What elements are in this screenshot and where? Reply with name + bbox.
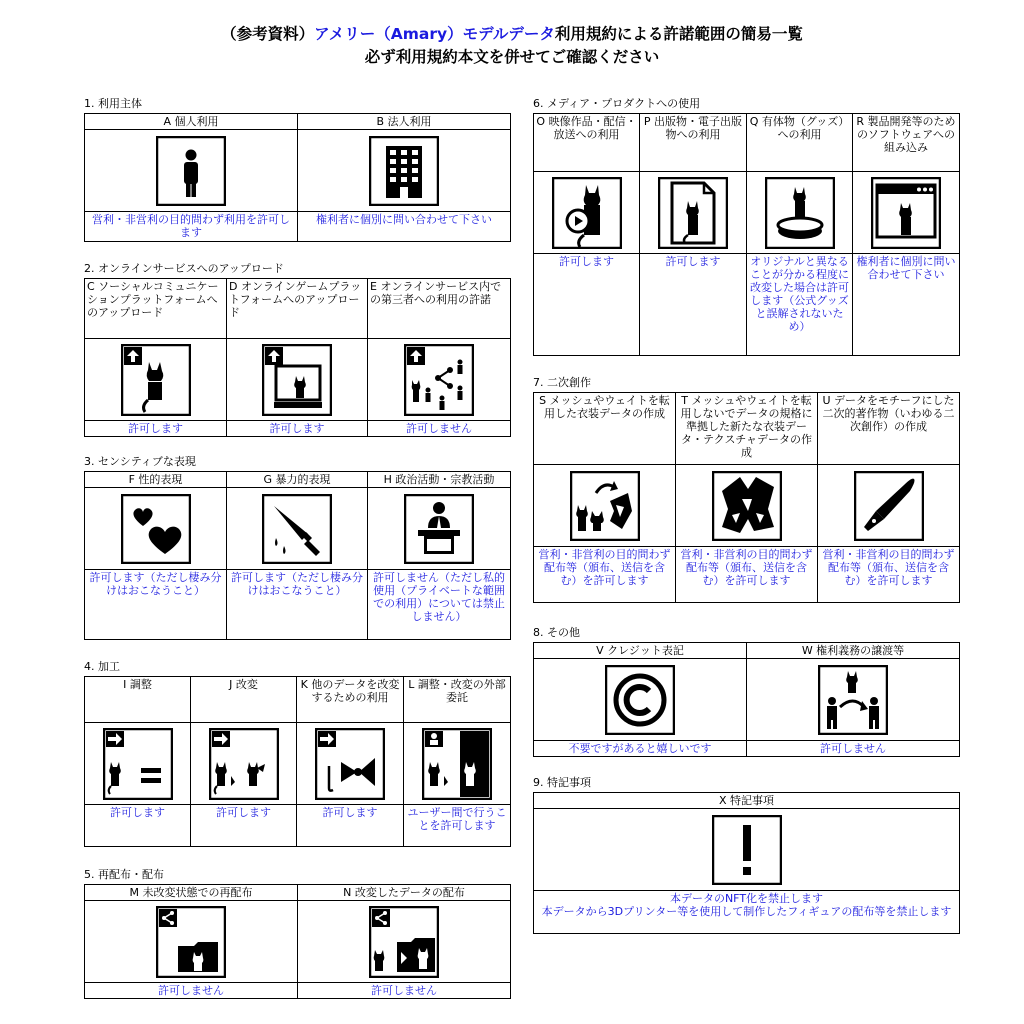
item-G-label: G 暴力的表現 <box>227 472 368 488</box>
building-icon <box>369 136 439 206</box>
item-J-icon-cell <box>191 723 297 805</box>
title-prefix: （参考資料） <box>221 25 315 43</box>
item-L-result: ユーザー間で行うことを許可します <box>404 805 511 847</box>
item-F-label: F 性的表現 <box>85 472 227 488</box>
section-heading: 1. 利用主体 <box>84 97 142 110</box>
use-for-other-data-icon <box>315 728 385 800</box>
item-H-icon-cell <box>368 488 511 570</box>
section-heading: 3. センシティブな表現 <box>84 455 196 468</box>
item-S-result: 営利・非営利の目的問わず配布等（頒布、送信を含む）を許可します <box>534 547 676 603</box>
item-R-label: R 製品開発等のためのソフトウェアへの組み込み <box>853 114 960 172</box>
item-H-label: H 政治活動・宗教活動 <box>368 472 511 488</box>
pen-nib-icon <box>854 471 924 541</box>
item-M-label: M 未改変状態での再配布 <box>85 885 298 901</box>
item-H-result: 許可しません（ただし私的使用（プライベートな範囲での利用）については禁止しません） <box>368 570 511 640</box>
exclamation-icon <box>712 815 782 885</box>
distribute-modified-icon <box>369 906 439 978</box>
item-X-result-line-2: 本データから3Dプリンター等を使用して制作したフィギュアの配布等を禁止します <box>541 905 952 918</box>
redistribute-icon <box>156 906 226 978</box>
video-icon <box>552 177 622 249</box>
section-9-special-notes <box>533 776 960 934</box>
person-icon <box>156 136 226 206</box>
item-V-label: V クレジット表記 <box>534 643 747 659</box>
item-X-icon-cell <box>534 809 960 891</box>
upload-social-icon <box>121 344 191 416</box>
item-I-label: I 調整 <box>85 677 191 723</box>
section-2-upload <box>84 262 511 437</box>
item-J-result: 許可します <box>191 805 297 847</box>
item-T-result: 営利・非営利の目的問わず配布等（頒布、送信を含む）を許可します <box>676 547 818 603</box>
clothing-icon <box>712 471 782 541</box>
section-3-sensitive <box>84 455 511 640</box>
item-R-result: 権利者に個別に問い合わせて下さい <box>853 254 960 356</box>
item-B-icon-cell <box>298 130 511 212</box>
item-E-result: 許可しません <box>368 421 511 437</box>
item-N-icon-cell <box>298 901 511 983</box>
share-third-party-icon <box>404 344 474 416</box>
item-T-label: T メッシュやウェイトを転用しないでデータの規格に準拠した新たな衣装データ・テクスチャデータの作成 <box>676 393 818 465</box>
section-heading: 2. オンラインサービスへのアップロード <box>84 262 284 275</box>
item-K-result: 許可します <box>297 805 404 847</box>
item-N-label: N 改変したデータの配布 <box>298 885 511 901</box>
adjust-icon <box>103 728 173 800</box>
item-W-result: 許可しません <box>747 741 960 757</box>
item-K-icon-cell <box>297 723 404 805</box>
item-X-result-line-1: 本データのNFT化を禁止します <box>669 892 824 905</box>
item-Q-result: オリジナルと異なることが分かる程度に改変した場合は許可します（公式グッズと誤解されないため） <box>747 254 853 356</box>
goods-icon <box>765 177 835 249</box>
item-A-label: A 個人利用 <box>85 114 298 130</box>
item-M-icon-cell <box>85 901 298 983</box>
podium-icon <box>404 494 474 564</box>
item-O-result: 許可します <box>534 254 640 356</box>
item-O-label: O 映像作品・配信・放送への利用 <box>534 114 640 172</box>
item-C-result: 許可します <box>85 421 227 437</box>
item-X-result <box>534 891 960 934</box>
item-N-result: 許可しません <box>298 983 511 999</box>
section-heading: 8. その他 <box>533 626 580 639</box>
item-D-label: D オンラインゲームプラットフォームへのアップロード <box>227 279 368 339</box>
item-V-result: 不要ですがあると嬉しいです <box>534 741 747 757</box>
item-C-label: C ソーシャルコミュニケーションプラットフォームへのアップロード <box>85 279 227 339</box>
item-E-icon-cell <box>368 339 511 421</box>
item-P-result: 許可します <box>640 254 747 356</box>
item-X-label: X 特記事項 <box>534 793 960 809</box>
item-W-icon-cell <box>747 659 960 741</box>
section-8-other <box>533 626 960 757</box>
title-model-name: アメリー（Amary）モデルデータ <box>314 25 555 43</box>
item-D-result: 許可します <box>227 421 368 437</box>
section-7-derivative <box>533 376 960 603</box>
section-heading: 7. 二次創作 <box>533 376 591 389</box>
item-F-icon-cell <box>85 488 227 570</box>
item-F-result: 許可します（ただし棲み分けはおこなうこと） <box>85 570 227 640</box>
item-M-result: 許可しません <box>85 983 298 999</box>
page-title <box>0 22 1024 44</box>
item-T-icon-cell <box>676 465 818 547</box>
item-Q-label: Q 有体物（グッズ）への利用 <box>747 114 853 172</box>
clothing-transfer-icon <box>570 471 640 541</box>
modify-icon <box>209 728 279 800</box>
upload-game-icon <box>262 344 332 416</box>
software-icon <box>871 177 941 249</box>
section-heading: 6. メディア・プロダクトへの使用 <box>533 97 701 110</box>
item-P-label: P 出版物・電子出版物への利用 <box>640 114 747 172</box>
item-J-label: J 改変 <box>191 677 297 723</box>
title-suffix: 利用規約による許諾範囲の簡易一覧 <box>554 25 803 43</box>
item-B-label: B 法人利用 <box>298 114 511 130</box>
item-P-icon-cell <box>640 172 747 254</box>
item-G-icon-cell <box>227 488 368 570</box>
item-L-label: L 調整・改変の外部委託 <box>404 677 511 723</box>
item-W-label: W 権利義務の譲渡等 <box>747 643 960 659</box>
transfer-icon <box>818 665 888 735</box>
item-K-label: K 他のデータを改変するための利用 <box>297 677 404 723</box>
section-1-user <box>84 97 511 242</box>
item-D-icon-cell <box>227 339 368 421</box>
item-I-result: 許可します <box>85 805 191 847</box>
item-V-icon-cell <box>534 659 747 741</box>
item-U-label: U データをモチーフにした二次的著作物（いわゆる二次創作）の作成 <box>818 393 960 465</box>
section-heading: 9. 特記事項 <box>533 776 591 789</box>
item-S-icon-cell <box>534 465 676 547</box>
section-4-processing <box>84 660 511 847</box>
section-5-distribution <box>84 868 511 999</box>
hearts-icon <box>121 494 191 564</box>
item-E-label: E オンラインサービス内での第三者への利用の許諾 <box>368 279 511 339</box>
item-I-icon-cell <box>85 723 191 805</box>
page-subtitle: 必ず利用規約本文を併せてご確認ください <box>364 48 660 66</box>
item-A-result: 営利・非営利の目的問わず利用を許可します <box>85 212 298 242</box>
item-U-result: 営利・非営利の目的問わず配布等（頒布、送信を含む）を許可します <box>818 547 960 603</box>
item-A-icon-cell <box>85 130 298 212</box>
item-L-icon-cell <box>404 723 511 805</box>
section-heading: 5. 再配布・配布 <box>84 868 164 881</box>
outsource-icon <box>422 728 492 800</box>
item-G-result: 許可します（ただし棲み分けはおこなうこと） <box>227 570 368 640</box>
item-Q-icon-cell <box>747 172 853 254</box>
item-O-icon-cell <box>534 172 640 254</box>
item-U-icon-cell <box>818 465 960 547</box>
item-S-label: S メッシュやウェイトを転用した衣装データの作成 <box>534 393 676 465</box>
section-heading: 4. 加工 <box>84 660 120 673</box>
item-B-result: 権利者に個別に問い合わせて下さい <box>298 212 511 242</box>
knife-icon <box>262 494 332 564</box>
section-6-media <box>533 97 960 356</box>
item-R-icon-cell <box>853 172 960 254</box>
publication-icon <box>658 177 728 249</box>
copyright-icon <box>605 665 675 735</box>
item-C-icon-cell <box>85 339 227 421</box>
